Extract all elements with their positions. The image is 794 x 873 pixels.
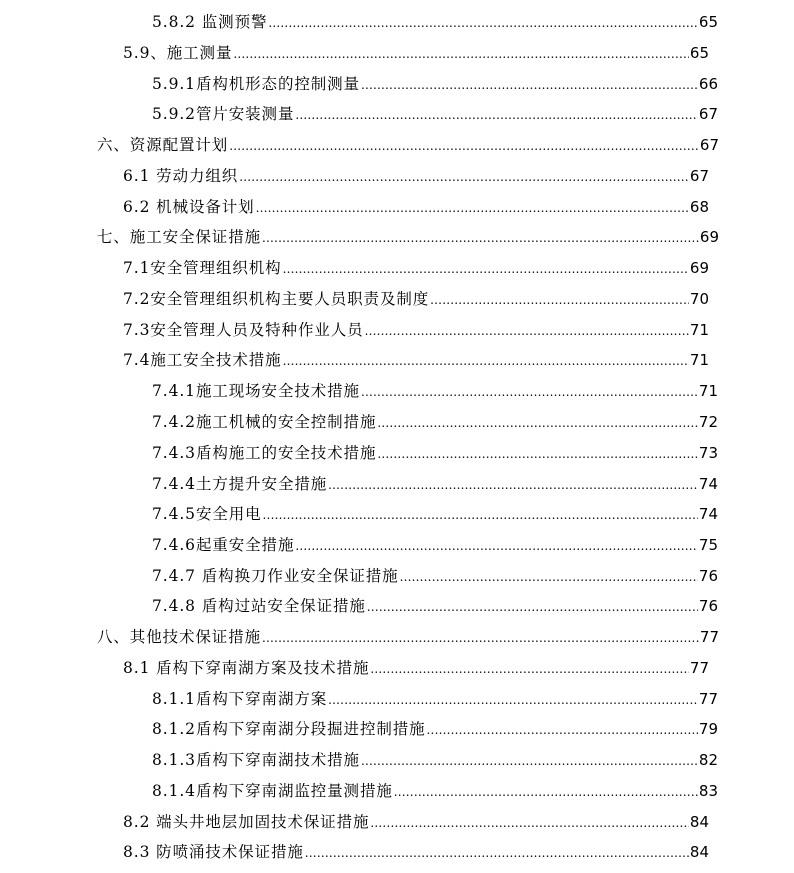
toc-entry-label: 7.4.8 盾构过站安全保证措施 (152, 597, 366, 615)
toc-page-number: 84 (689, 843, 709, 861)
toc-entry-label: 7.4.2施工机械的安全控制措施 (152, 413, 377, 431)
toc-page-number: 71 (689, 321, 709, 339)
toc-entry-label: 7.4.5安全用电 (152, 505, 262, 523)
toc-page-number: 67 (689, 167, 709, 185)
toc-leader-dots (229, 131, 699, 161)
toc-page-number: 69 (689, 259, 709, 277)
toc-leader-dots (283, 346, 689, 376)
toc-page-number: 76 (698, 597, 718, 615)
toc-leader-dots (256, 193, 689, 223)
toc-entry-label: 6.2 机械设备计划 (123, 198, 255, 216)
toc-leader-dots (377, 439, 698, 469)
toc-entry[interactable] (152, 776, 718, 806)
toc-entry-label: 5.8.2 监测预警 (152, 13, 268, 31)
toc-entry[interactable] (152, 376, 718, 406)
toc-entry-label: 8.1.1盾构下穿南湖方案 (152, 690, 328, 708)
toc-entry[interactable] (123, 284, 709, 314)
toc-page-number: 68 (689, 198, 709, 216)
toc-entry-label: 8.3 防喷涌技术保证措施 (123, 843, 304, 861)
toc-page-number: 66 (698, 75, 718, 93)
toc-entry-label: 六、资源配置计划 (97, 136, 229, 154)
toc-entry[interactable] (152, 591, 718, 621)
toc-entry-label: 八、其他技术保证措施 (97, 628, 262, 646)
toc-page-number: 69 (699, 228, 719, 246)
toc-entry[interactable] (123, 315, 709, 345)
toc-entry[interactable] (123, 345, 709, 375)
toc-entry[interactable] (152, 561, 718, 591)
toc-page-number: 84 (689, 813, 709, 831)
toc-entry[interactable] (123, 807, 709, 837)
toc-entry[interactable] (123, 253, 709, 283)
toc-entry-label: 7.1安全管理组织机构 (123, 259, 282, 277)
toc-page-number: 79 (698, 720, 718, 738)
toc-entry-label: 7.4.4土方提升安全措施 (152, 475, 328, 493)
toc-page-number: 76 (698, 567, 718, 585)
toc-entry[interactable] (152, 745, 718, 775)
toc-page-number: 77 (698, 690, 718, 708)
toc-page-number: 77 (689, 659, 709, 677)
toc-leader-dots (367, 592, 698, 622)
toc-page-number: 82 (698, 751, 718, 769)
toc-page-number: 70 (689, 290, 709, 308)
toc-entry[interactable] (152, 499, 718, 529)
toc-entry[interactable] (152, 99, 718, 129)
toc-leader-dots (394, 777, 698, 807)
toc-entry[interactable] (152, 530, 718, 560)
toc-leader-dots (268, 8, 698, 38)
toc-entry-label: 7.4.7 盾构换刀作业安全保证措施 (152, 567, 399, 585)
toc-leader-dots (262, 223, 699, 253)
toc-entry[interactable] (97, 130, 719, 160)
toc-leader-dots (377, 408, 698, 438)
toc-page-number: 71 (698, 382, 718, 400)
toc-entry-label: 7.4.6起重安全措施 (152, 536, 295, 554)
toc-entry[interactable] (152, 7, 718, 37)
toc-page-number: 65 (689, 44, 709, 62)
toc-entry[interactable] (123, 38, 709, 68)
toc-entry[interactable] (152, 684, 718, 714)
toc-leader-dots (233, 39, 689, 69)
toc-entry[interactable] (152, 69, 718, 99)
toc-leader-dots (305, 838, 689, 868)
toc-leader-dots (263, 500, 698, 530)
toc-leader-dots (400, 562, 698, 592)
toc-entry-label: 8.1.4盾构下穿南湖监控量测措施 (152, 782, 393, 800)
toc-page-number: 74 (698, 475, 718, 493)
toc-page-number: 67 (698, 105, 718, 123)
toc-entry[interactable] (97, 222, 719, 252)
toc-entry-label: 8.1 盾构下穿南湖方案及技术措施 (123, 659, 370, 677)
toc-entry[interactable] (152, 469, 718, 499)
toc-entry[interactable] (123, 653, 709, 683)
toc-page-number: 74 (698, 505, 718, 523)
toc-entry[interactable] (123, 837, 709, 867)
toc-leader-dots (427, 715, 698, 745)
toc-entry-label: 7.3安全管理人员及特种作业人员 (123, 321, 364, 339)
toc-leader-dots (262, 623, 699, 653)
toc-page-number: 71 (689, 351, 709, 369)
toc-entry-label: 7.4.3盾构施工的安全技术措施 (152, 444, 377, 462)
toc-entry-label: 7.4施工安全技术措施 (123, 351, 282, 369)
toc-entry-label: 7.2安全管理组织机构主要人员职责及制度 (123, 290, 430, 308)
toc-entry[interactable] (152, 714, 718, 744)
toc-page-number: 75 (698, 536, 718, 554)
toc-entry-label: 8.1.2盾构下穿南湖分段掘进控制措施 (152, 720, 426, 738)
toc-leader-dots (361, 377, 698, 407)
toc-leader-dots (295, 531, 698, 561)
toc-entry[interactable] (97, 622, 719, 652)
toc-entry[interactable] (123, 192, 709, 222)
toc-leader-dots (328, 685, 698, 715)
toc-leader-dots (365, 316, 689, 346)
toc-entry[interactable] (152, 438, 718, 468)
toc-leader-dots (361, 70, 698, 100)
toc-entry-label: 5.9、施工测量 (123, 44, 233, 62)
toc-entry[interactable] (152, 407, 718, 437)
toc-entry-label: 5.9.1盾构机形态的控制测量 (152, 75, 360, 93)
toc-page-number: 72 (698, 413, 718, 431)
toc-leader-dots (328, 470, 698, 500)
toc-leader-dots (295, 100, 698, 130)
toc-entry-label: 6.1 劳动力组织 (123, 167, 239, 185)
toc-page-number: 77 (699, 628, 719, 646)
toc-leader-dots (283, 254, 689, 284)
toc-page-number: 67 (699, 136, 719, 154)
toc-leader-dots (370, 808, 689, 838)
toc-entry-label: 8.1.3盾构下穿南湖技术措施 (152, 751, 360, 769)
toc-leader-dots (430, 285, 689, 315)
toc-entry-label: 8.2 端头井地层加固技术保证措施 (123, 813, 370, 831)
toc-page-number: 73 (698, 444, 718, 462)
toc-entry-label: 5.9.2管片安装测量 (152, 105, 295, 123)
toc-page-number: 83 (698, 782, 718, 800)
toc-entry-label: 七、施工安全保证措施 (97, 228, 262, 246)
toc-page-number: 65 (698, 13, 718, 31)
toc-entry[interactable] (123, 161, 709, 191)
toc-leader-dots (361, 746, 698, 776)
toc-leader-dots (370, 654, 689, 684)
toc-entry-label: 7.4.1施工现场安全技术措施 (152, 382, 360, 400)
toc-leader-dots (239, 162, 689, 192)
